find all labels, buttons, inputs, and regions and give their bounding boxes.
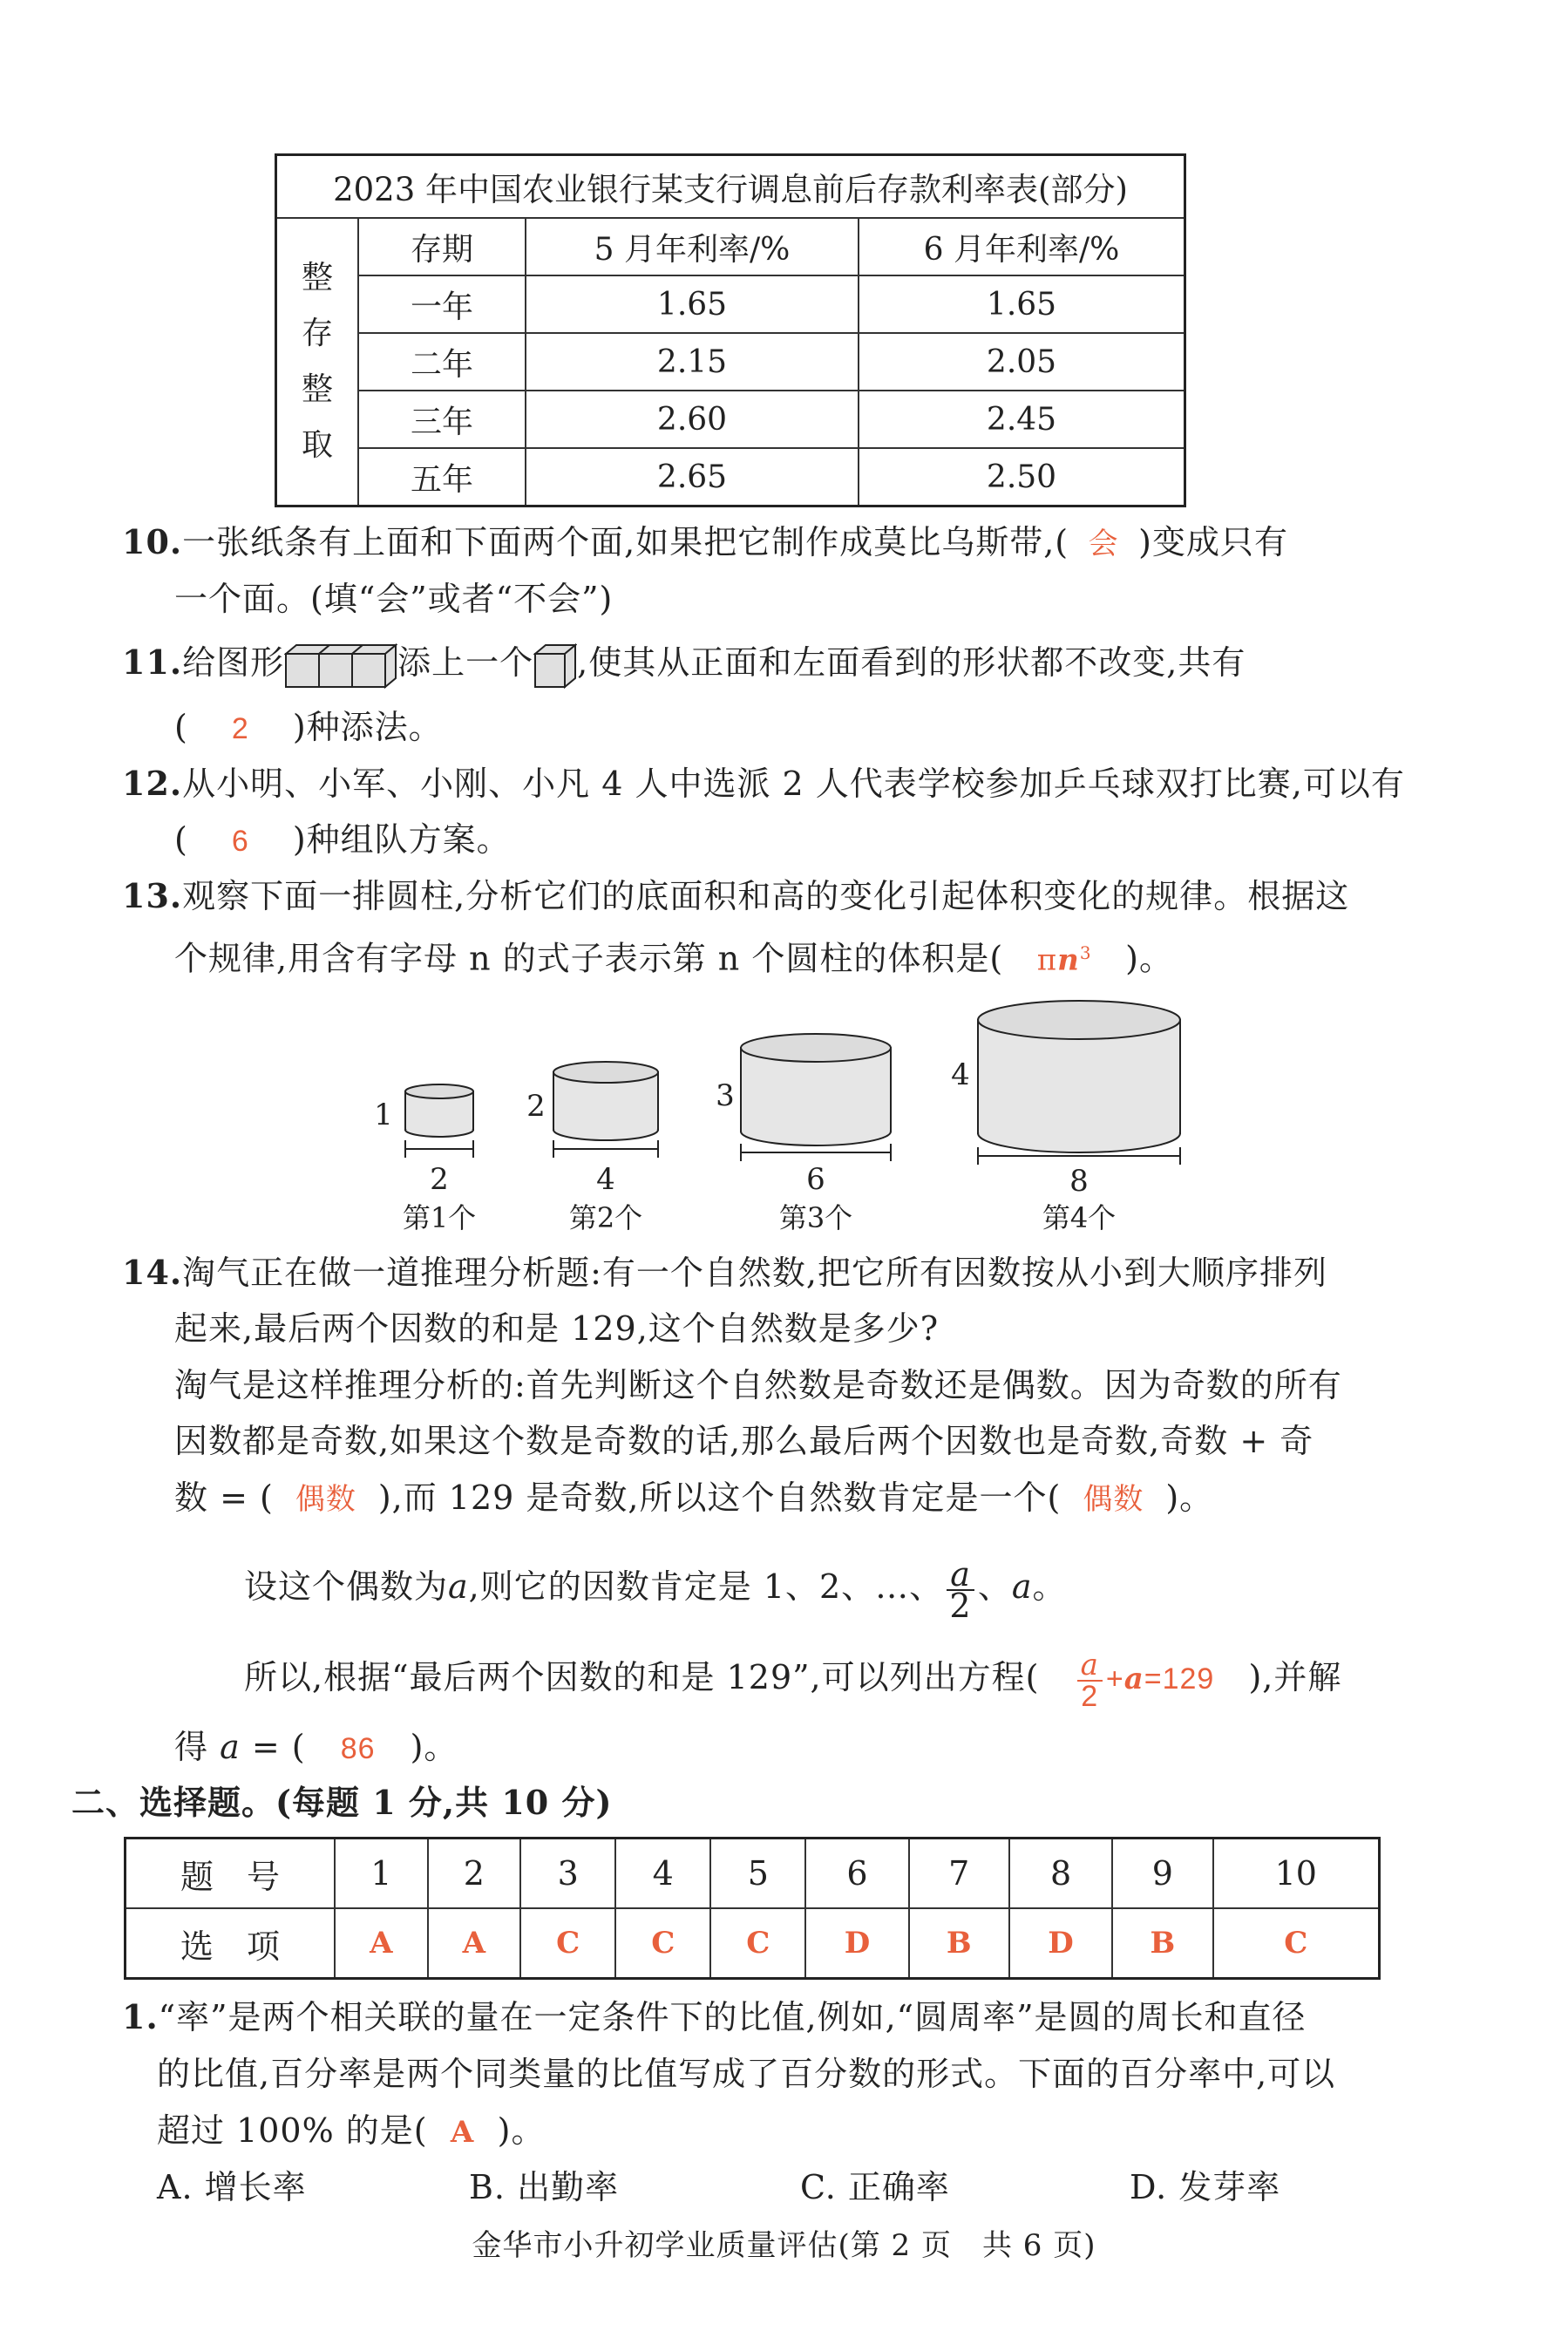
mc1-line1 — [122, 1995, 1307, 2040]
cell-term: 二年 — [358, 333, 526, 391]
cyl-caption: 第3个 — [778, 1201, 853, 1234]
q13-line1 — [122, 873, 1349, 919]
q14-line6 — [244, 1552, 1067, 1625]
q13-text: 观察下面一排圆柱,分析它们的底面积和高的变化引起体积变化的规律。根据这 — [182, 877, 1350, 915]
answer-cell: B — [909, 1908, 1009, 1979]
q14-text: )。 — [1165, 1478, 1214, 1517]
table-row — [276, 333, 1185, 391]
q11-answer: 2 — [231, 712, 249, 745]
answer-choice-table — [124, 1837, 1381, 1980]
answer-cell: D — [805, 1908, 908, 1979]
q13-answer-pi: π — [1036, 942, 1058, 978]
side-char: 取 — [301, 427, 333, 463]
cell-june: 2.05 — [859, 333, 1185, 391]
cyl-caption: 第1个 — [402, 1201, 477, 1234]
q12-text: )种组队方案。 — [292, 820, 511, 859]
cyl-width-label: 6 — [806, 1162, 825, 1197]
row-label-option: 选 项 — [126, 1908, 336, 1979]
cylinder-2 — [526, 1062, 658, 1234]
question-number-cell: 4 — [615, 1839, 710, 1909]
section-2-title: 二、选择题。(每题 1 分,共 10 分) — [71, 1783, 613, 1822]
q10-text: )变成只有 — [1138, 523, 1288, 561]
answer-cell: C — [615, 1908, 710, 1979]
q14-text: )。 — [410, 1728, 458, 1766]
equation-fraction — [1077, 1648, 1103, 1714]
q14-text: 设这个偶数为 — [244, 1567, 449, 1606]
q12-number: 12. — [122, 764, 183, 803]
q12-line1 — [122, 761, 1405, 806]
cyl-caption: 第2个 — [568, 1201, 643, 1234]
q13-answer-exp: 3 — [1079, 942, 1092, 963]
q14-text: 。 — [1032, 1567, 1067, 1606]
row-label-number: 题 号 — [126, 1839, 336, 1909]
cyl-width-label: 8 — [1069, 1164, 1089, 1199]
q10-line2: 一个面。(填“会”或者“不会”) — [174, 580, 614, 618]
col-header-may: 5 月年利率/% — [526, 218, 859, 275]
rate-table-side-label — [276, 218, 359, 506]
mc1-option-a: A. 增长率 — [157, 2168, 307, 2206]
var-a: a — [220, 1728, 241, 1766]
interest-rate-table — [275, 153, 1186, 507]
q13-answer — [1003, 930, 1125, 982]
q14-answer-2: 偶数 — [1083, 1482, 1144, 1517]
fraction-a-over-2 — [947, 1554, 974, 1625]
page-footer: 金华市小升初学业质量评估(第 2 页 共 6 页) — [472, 2228, 1096, 2263]
q11-number: 11. — [122, 642, 183, 682]
q14-line2: 起来,最后两个因数的和是 129,这个自然数是多少? — [174, 1309, 940, 1348]
cell-may: 2.60 — [526, 391, 859, 448]
q10-text: 一张纸条有上面和下面两个面,如果把它制作成莫比乌斯带,( — [182, 523, 1069, 561]
q11-line1 — [122, 640, 1246, 690]
mc1-option-c: C. 正确率 — [800, 2168, 950, 2206]
q13-number: 13. — [122, 876, 183, 915]
q14-answer-3: 86 — [340, 1732, 376, 1765]
q14-line7 — [244, 1642, 1341, 1714]
q11-text: )种添法。 — [292, 708, 443, 746]
q14-line5 — [174, 1475, 1213, 1522]
question-number-cell: 5 — [710, 1839, 805, 1909]
table-row — [126, 1908, 1380, 1979]
q14-text: 数 = ( — [174, 1478, 274, 1517]
mc1-line3 — [157, 2108, 545, 2155]
cell-term: 五年 — [358, 448, 526, 506]
col-header-june: 6 月年利率/% — [859, 218, 1185, 275]
question-number-cell: 1 — [335, 1839, 428, 1909]
cell-term: 三年 — [358, 391, 526, 448]
cylinder-1 — [374, 1084, 476, 1234]
q12-text: 从小明、小军、小刚、小凡 4 人中选派 2 人代表学校参加乒乓球双打比赛,可以有 — [182, 765, 1405, 803]
table-row — [276, 448, 1185, 506]
q14-text: ),并解 — [1248, 1658, 1342, 1696]
cyl-height-label: 2 — [526, 1089, 546, 1124]
q14-text: = ( — [251, 1728, 306, 1766]
answer-cell: B — [1112, 1908, 1212, 1979]
q11-text: 给图形 — [182, 643, 285, 682]
mc1-option-b: B. 出勤率 — [469, 2168, 620, 2206]
side-char: 存 — [301, 316, 333, 351]
q14-answer-1: 偶数 — [295, 1482, 356, 1517]
fraction-denominator: 2 — [1081, 1680, 1099, 1714]
mc1-text: 超过 100% 的是( — [157, 2111, 428, 2150]
cell-june: 1.65 — [859, 275, 1185, 333]
cyl-caption: 第4个 — [1042, 1201, 1117, 1234]
cell-may: 1.65 — [526, 275, 859, 333]
q10-number: 10. — [122, 522, 183, 561]
answer-cell: A — [335, 1908, 428, 1979]
table-row — [276, 275, 1185, 333]
fraction-numerator: a — [1077, 1650, 1103, 1682]
q12-answer: 6 — [231, 825, 249, 858]
q11-text: 添上一个 — [397, 643, 534, 682]
q12-line2 — [174, 817, 511, 864]
eq-rest: =129 — [1144, 1662, 1215, 1696]
cell-june: 2.45 — [859, 391, 1185, 448]
answer-cell: C — [520, 1908, 615, 1979]
q14-text: 得 — [174, 1728, 209, 1766]
q14-line4: 因数都是奇数,如果这个数是奇数的话,那么最后两个因数也是奇数,奇数 + 奇 — [174, 1422, 1314, 1460]
answer-cell: A — [428, 1908, 521, 1979]
q14-line8 — [174, 1724, 458, 1771]
table-row — [276, 391, 1185, 448]
q13-text: 个规律,用含有字母 n 的式子表示第 n 个圆柱的体积是( — [174, 939, 1004, 978]
q14-text: 淘气正在做一道推理分析题:有一个自然数,把它所有因数按从小到大顺序排列 — [182, 1254, 1328, 1292]
q13-text: )。 — [1125, 939, 1173, 978]
q14-text: 所以,根据“最后两个因数的和是 129”,可以列出方程( — [244, 1658, 1040, 1696]
col-header-term: 存期 — [358, 218, 526, 275]
cyl-height-label: 1 — [374, 1098, 393, 1132]
q12-paren: ( — [174, 820, 188, 859]
answer-cell: C — [710, 1908, 805, 1979]
q13-line2 — [174, 930, 1173, 982]
cell-may: 2.15 — [526, 333, 859, 391]
q14-line3: 淘气是这样推理分析的:首先判断这个自然数是奇数还是偶数。因为奇数的所有 — [174, 1366, 1342, 1404]
side-char: 整 — [301, 371, 333, 407]
eq-plus: + — [1105, 1662, 1124, 1696]
mc1-line2: 的比值,百分率是两个同类量的比值写成了百分数的形式。下面的百分率中,可以 — [157, 2055, 1336, 2093]
cylinder-3 — [716, 1034, 891, 1234]
q11-text: ,使其从正面和左面看到的形状都不改变,共有 — [577, 643, 1246, 682]
q14-line1 — [122, 1250, 1327, 1295]
rate-table-title: 2023 年中国农业银行某支行调息前后存款利率表(部分) — [276, 155, 1185, 219]
cyl-width-label: 4 — [596, 1162, 615, 1197]
table-row — [126, 1839, 1380, 1909]
q14-text: ,则它的因数肯定是 1、2、…、 — [468, 1567, 944, 1606]
cylinders-figure — [366, 994, 1194, 1242]
cyl-height-label: 4 — [951, 1057, 970, 1092]
cell-june: 2.50 — [859, 448, 1185, 506]
q10-line1 — [122, 520, 1288, 567]
cell-term: 一年 — [358, 275, 526, 333]
fraction-numerator: a — [947, 1560, 974, 1591]
fraction-denominator: 2 — [949, 1586, 972, 1625]
cyl-width-label: 2 — [430, 1162, 449, 1197]
question-number-cell: 10 — [1213, 1839, 1380, 1909]
cylinder-4 — [951, 1001, 1180, 1234]
q11-line2 — [174, 704, 443, 751]
q14-equation-answer — [1039, 1644, 1248, 1714]
eq-var-a: a — [1123, 1662, 1144, 1696]
var-a: a — [448, 1567, 469, 1606]
mc1-answer: A — [450, 2115, 475, 2150]
q14-text: ),而 129 是奇数,所以这个自然数肯定是一个( — [377, 1478, 1062, 1517]
side-char: 整 — [301, 260, 333, 296]
three-cubes-figure — [284, 642, 397, 690]
answer-cell: C — [1213, 1908, 1380, 1979]
question-number-cell: 9 — [1112, 1839, 1212, 1909]
question-number-cell: 3 — [520, 1839, 615, 1909]
question-number-cell: 2 — [428, 1839, 521, 1909]
cell-may: 2.65 — [526, 448, 859, 506]
question-number-cell: 8 — [1009, 1839, 1112, 1909]
q14-text: 、 — [977, 1567, 1012, 1606]
q14-number: 14. — [122, 1253, 183, 1292]
single-cube-figure — [533, 642, 577, 690]
var-a: a — [1011, 1567, 1033, 1606]
cyl-height-label: 3 — [716, 1078, 735, 1113]
answer-cell: D — [1009, 1908, 1112, 1979]
mc1-text: “率”是两个相关联的量在一定条件下的比值,例如,“圆周率”是圆的周长和直径 — [158, 1998, 1307, 2036]
q10-answer: 会 — [1088, 527, 1119, 561]
question-number-cell: 6 — [805, 1839, 908, 1909]
mc1-text: )。 — [497, 2111, 546, 2150]
q13-answer-n: n — [1057, 942, 1080, 978]
question-number-cell: 7 — [909, 1839, 1009, 1909]
mc1-number: 1. — [122, 1997, 159, 2036]
q11-paren: ( — [174, 708, 188, 746]
mc1-option-d: D. 发芽率 — [1130, 2168, 1281, 2206]
